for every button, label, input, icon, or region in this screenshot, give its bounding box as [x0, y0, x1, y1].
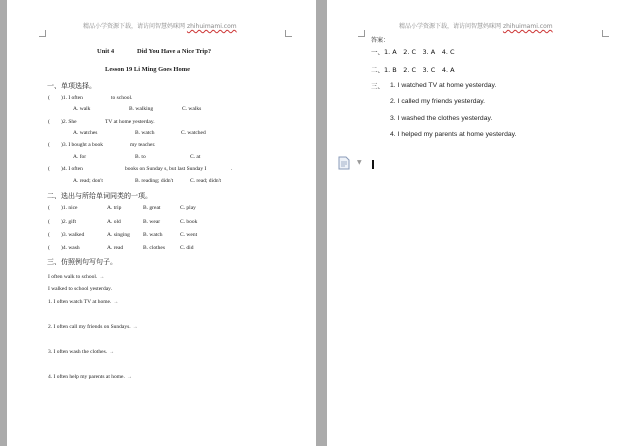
question-paren: ( [48, 119, 50, 125]
document-icon[interactable] [338, 156, 350, 170]
header-site: zhihuimami.com [186, 23, 237, 30]
row-option: C. went [180, 232, 198, 238]
row-option: B. wear [143, 219, 161, 225]
example-text: I often walk to school. [48, 274, 98, 280]
option: C. at [190, 154, 201, 160]
writing-item [48, 375, 132, 381]
option: B. watch [135, 130, 155, 136]
question-4: )4. I often [61, 166, 83, 172]
question-2-tail: TV at home yesterday. [105, 119, 155, 125]
question-1-tail: to school. [111, 95, 133, 101]
row-word: )2. gift [61, 219, 76, 225]
writing-text: 4. I often help my parents at home. [48, 374, 125, 380]
page-header [399, 24, 553, 30]
answer-line: 3. I washed the clothes yesterday. [390, 115, 493, 122]
writing-item [48, 325, 138, 331]
text-cursor [372, 160, 374, 169]
row-word: )3. walked [61, 232, 85, 238]
option: C. read; didn't [190, 178, 222, 184]
paragraph-mark-icon: → [113, 300, 119, 305]
option: A. read; don't [73, 178, 103, 184]
paragraph-mark-icon: → [109, 350, 115, 355]
page-1 [7, 0, 316, 446]
writing-item [48, 350, 114, 356]
question-paren: ( [48, 166, 50, 172]
question-4-tail: . [231, 166, 233, 172]
question-2: )2. She [61, 119, 77, 125]
answer-section-3-prefix: 三、 [371, 82, 384, 90]
answer-section-1: 一、1. A 2. C 3. A 4. C [371, 48, 455, 56]
lesson-title: Lesson 19 Li Ming Goes Home [105, 66, 191, 73]
row-option: A. trip [107, 205, 122, 211]
header-text: 精品小学资源下载，请访问智慧妈咪网 [399, 23, 502, 30]
row-option: B. watch [143, 232, 163, 238]
row-option: B. great [143, 205, 161, 211]
example-sentence: I walked to school yesterday. [48, 286, 112, 292]
option: A. watches [73, 130, 98, 136]
option: B. to [135, 154, 146, 160]
row-option: A. singing [107, 232, 130, 238]
answer-section-2: 二、1. B 2. C 3. C 4. A [371, 66, 455, 74]
writing-item [48, 300, 118, 306]
writing-text: 2. I often call my friends on Sundays. [48, 324, 131, 330]
chevron-down-icon[interactable]: ▼ [357, 159, 362, 166]
unit-title: Did You Have a Nice Trip? [137, 48, 212, 55]
row-paren: ( [48, 219, 50, 225]
paragraph-mark-icon: → [99, 275, 105, 280]
row-word: )1. nice [61, 205, 78, 211]
section-2-heading: 二、选出与所给单词同类的一项。 [47, 192, 152, 200]
option: B. walking [129, 106, 154, 112]
answer-line: 2. I called my friends yesterday. [390, 98, 486, 105]
section-3-heading: 三、仿照例句写句子。 [47, 258, 117, 266]
question-paren: ( [48, 95, 50, 101]
margin-mark [358, 30, 365, 37]
row-word: )4. wash [61, 245, 80, 251]
page-header [83, 24, 237, 30]
question-1: )1. I often [61, 95, 83, 101]
answer-line: 1. I watched TV at home yesterday. [390, 82, 497, 89]
question-4-mid: books on Sunday s, but last Sunday I [125, 166, 207, 172]
example-sentence [48, 275, 104, 281]
row-option: C. did [180, 245, 194, 251]
margin-mark [285, 30, 292, 37]
row-option: A. old [107, 219, 121, 225]
row-option: A. read [107, 245, 124, 251]
paragraph-mark-icon: → [132, 325, 138, 330]
unit-label: Unit 4 [97, 48, 115, 55]
margin-mark [39, 30, 46, 37]
question-3: )3. I bought a book [61, 142, 104, 148]
section-1-heading: 一、单项选择。 [47, 82, 96, 90]
writing-text: 3. I often wash the clothes. [48, 349, 108, 355]
row-paren: ( [48, 205, 50, 211]
row-paren: ( [48, 245, 50, 251]
margin-mark [602, 30, 609, 37]
option: C. watched [181, 130, 206, 136]
header-text: 精品小学资源下载，请访问智慧妈咪网 [83, 23, 186, 30]
row-option: C. book [180, 219, 198, 225]
header-site: zhihuimami.com [502, 23, 553, 30]
row-paren: ( [48, 232, 50, 238]
paragraph-mark-icon: → [126, 375, 132, 380]
writing-text: 1. I often watch TV at home. [48, 299, 112, 305]
answer-line: 4. I helped my parents at home yesterday. [390, 131, 517, 138]
row-option: C. play [180, 205, 196, 211]
question-paren: ( [48, 142, 50, 148]
row-option: B. clothes [143, 245, 165, 251]
option: B. reading; didn't [135, 178, 174, 184]
question-3-tail: my teacher. [130, 142, 156, 148]
page-2 [327, 0, 642, 446]
option: C. walks [182, 106, 202, 112]
answer-title: 答案： [371, 37, 390, 44]
option: A. walk [73, 106, 91, 112]
option: A. for [73, 154, 87, 160]
